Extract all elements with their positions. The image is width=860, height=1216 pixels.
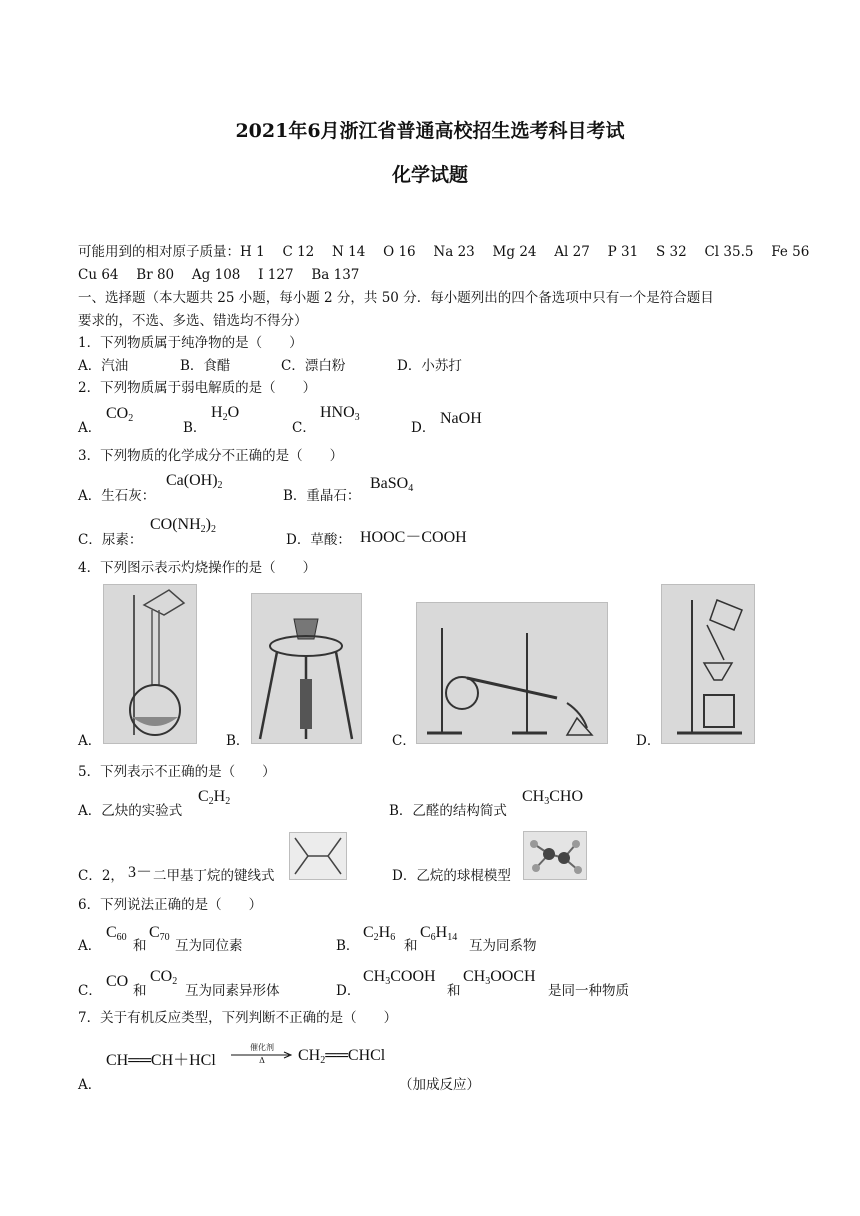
q5-option-c-text: 二甲基丁烷的键线式 — [153, 868, 275, 884]
q4-option-d-label: D． — [636, 733, 661, 749]
q2-option-a-formula: $CO_2$ — [106, 405, 134, 424]
q1-option-b: B．食醋 — [180, 358, 231, 374]
page-subtitle: 化学试题 — [391, 164, 468, 186]
q6-option-b-c6h14: $C_6H_{14}$ — [420, 924, 458, 943]
q2-option-a-label: A． — [78, 420, 102, 436]
q4-option-b-label: B． — [226, 733, 250, 749]
q5-bond-line-structure — [289, 832, 347, 880]
q7-heat-label: Δ — [259, 1056, 265, 1065]
q6-option-c-tail: 互为同素异形体 — [185, 983, 280, 999]
q2-option-d-label: D． — [411, 420, 436, 436]
q2-option-c-formula: $HNO_3$ — [320, 404, 360, 423]
q6-option-c-and: 和 — [133, 983, 147, 999]
q3-stem: 3．下列物质的化学成分不正确的是（ ） — [78, 448, 344, 464]
q3-option-b-label: B．重晶石： — [283, 488, 361, 504]
q7-option-a-label: A． — [78, 1077, 102, 1093]
q6-option-d-and: 和 — [447, 983, 461, 999]
q6-option-a-c60: $C_{60}$ — [106, 924, 127, 943]
q6-option-b-c2h6: $C_2H_6$ — [363, 924, 396, 943]
q2-option-b-label: B． — [183, 420, 207, 436]
q6-option-a-label: A． — [78, 938, 102, 954]
q1-option-d: D．小苏打 — [397, 358, 462, 374]
q6-option-d-label: D． — [336, 983, 361, 999]
q6-option-c-label: C． — [78, 983, 102, 999]
q7-reaction-type: （加成反应） — [399, 1077, 480, 1093]
q3-option-d-label: D．草酸： — [286, 532, 351, 548]
q7-reaction-arrow — [229, 1042, 295, 1068]
q5-option-c-number: 3－ — [128, 864, 153, 881]
q4-figure-b-crucible-tripod — [251, 593, 362, 744]
q6-option-b-and: 和 — [404, 938, 418, 954]
q2-option-d-formula: NaOH — [440, 410, 482, 427]
q6-option-a-c70: $C_{70}$ — [149, 924, 170, 943]
q5-stem: 5．下列表示不正确的是（ ） — [78, 764, 276, 780]
q1-stem: 1．下列物质属于纯净物的是（ ） — [78, 335, 303, 351]
q6-option-c-co: CO — [106, 973, 129, 990]
q5-ball-stick-model — [523, 831, 587, 880]
q3-option-a-formula: $Ca(OH)_2$ — [166, 472, 223, 491]
q3-option-c-label: C．尿素： — [78, 532, 143, 548]
q6-option-d-methyl-formate: $CH_3OOCH$ — [463, 968, 536, 987]
atomic-masses-line1: 可能用到的相对原子质量：H 1 C 12 N 14 O 16 Na 23 Mg 24 Al 27 P 31 S 32 Cl 35.5 Fe 56 — [78, 244, 810, 260]
q4-figure-d-filtration — [661, 584, 755, 744]
q1-option-c: C．漂白粉 — [281, 358, 346, 374]
atomic-masses-line2: Cu 64 Br 80 Ag 108 I 127 Ba 137 — [78, 267, 360, 283]
q6-option-c-co2: $CO_2$ — [150, 968, 178, 987]
q7-stem: 7．关于有机反应类型，下列判断不正确的是（ ） — [78, 1010, 398, 1026]
q3-option-c-formula: $CO(NH_2)_2$ — [150, 516, 216, 535]
q6-option-b-label: B． — [336, 938, 360, 954]
q6-option-a-and: 和 — [133, 938, 147, 954]
q4-figure-c-distillation — [416, 602, 608, 744]
q4-option-a-label: A． — [78, 733, 102, 749]
q5-option-d-label: D．乙烷的球棍模型 — [392, 868, 511, 884]
q7-catalyst-label: 催化剂 — [250, 1043, 274, 1052]
q7-reaction-left: CH══CH＋HCl — [106, 1052, 216, 1069]
q4-stem: 4．下列图示表示灼烧操作的是（ ） — [78, 560, 317, 576]
q6-option-b-tail: 互为同系物 — [469, 938, 537, 954]
section-instructions-line1: 一、选择题（本大题共 25 小题，每小题 2 分，共 50 分．每小题列出的四个备选项中只有一个是符合题目 — [78, 290, 714, 306]
q2-stem: 2．下列物质属于弱电解质的是（ ） — [78, 380, 317, 396]
q3-option-b-formula: BaSO$_4$ — [370, 475, 414, 494]
q2-option-b-formula: $H_2O$ — [211, 404, 240, 423]
q5-option-a-formula: $C_2H_2$ — [198, 788, 231, 807]
q3-option-a-label: A．生石灰： — [78, 488, 156, 504]
q7-reaction-right: $CH_2══CHCl$ — [298, 1047, 386, 1066]
q5-option-c-label: C．2， — [78, 868, 124, 884]
q6-option-a-tail: 互为同位素 — [175, 938, 243, 954]
q4-figure-a-volumetric-flask — [103, 584, 197, 744]
q5-option-b-label: B．乙醛的结构简式 — [389, 803, 507, 819]
q4-option-c-label: C． — [392, 733, 416, 749]
q6-option-d-acetic-acid: $CH_3COOH$ — [363, 968, 436, 987]
q6-option-d-tail: 是同一种物质 — [548, 983, 629, 999]
q5-option-b-formula: $CH_3CHO$ — [522, 788, 584, 807]
q3-option-d-formula: HOOC－COOH — [360, 529, 467, 546]
q6-stem: 6．下列说法正确的是（ ） — [78, 897, 263, 913]
q5-option-a-label: A．乙炔的实验式 — [78, 803, 183, 819]
section-instructions-line2: 要求的，不选、多选、错选均不得分） — [78, 313, 308, 329]
q1-option-a: A．汽油 — [78, 358, 129, 374]
page-title: 2021年6月浙江省普通高校招生选考科目考试 — [235, 120, 625, 142]
q2-option-c-label: C． — [292, 420, 316, 436]
